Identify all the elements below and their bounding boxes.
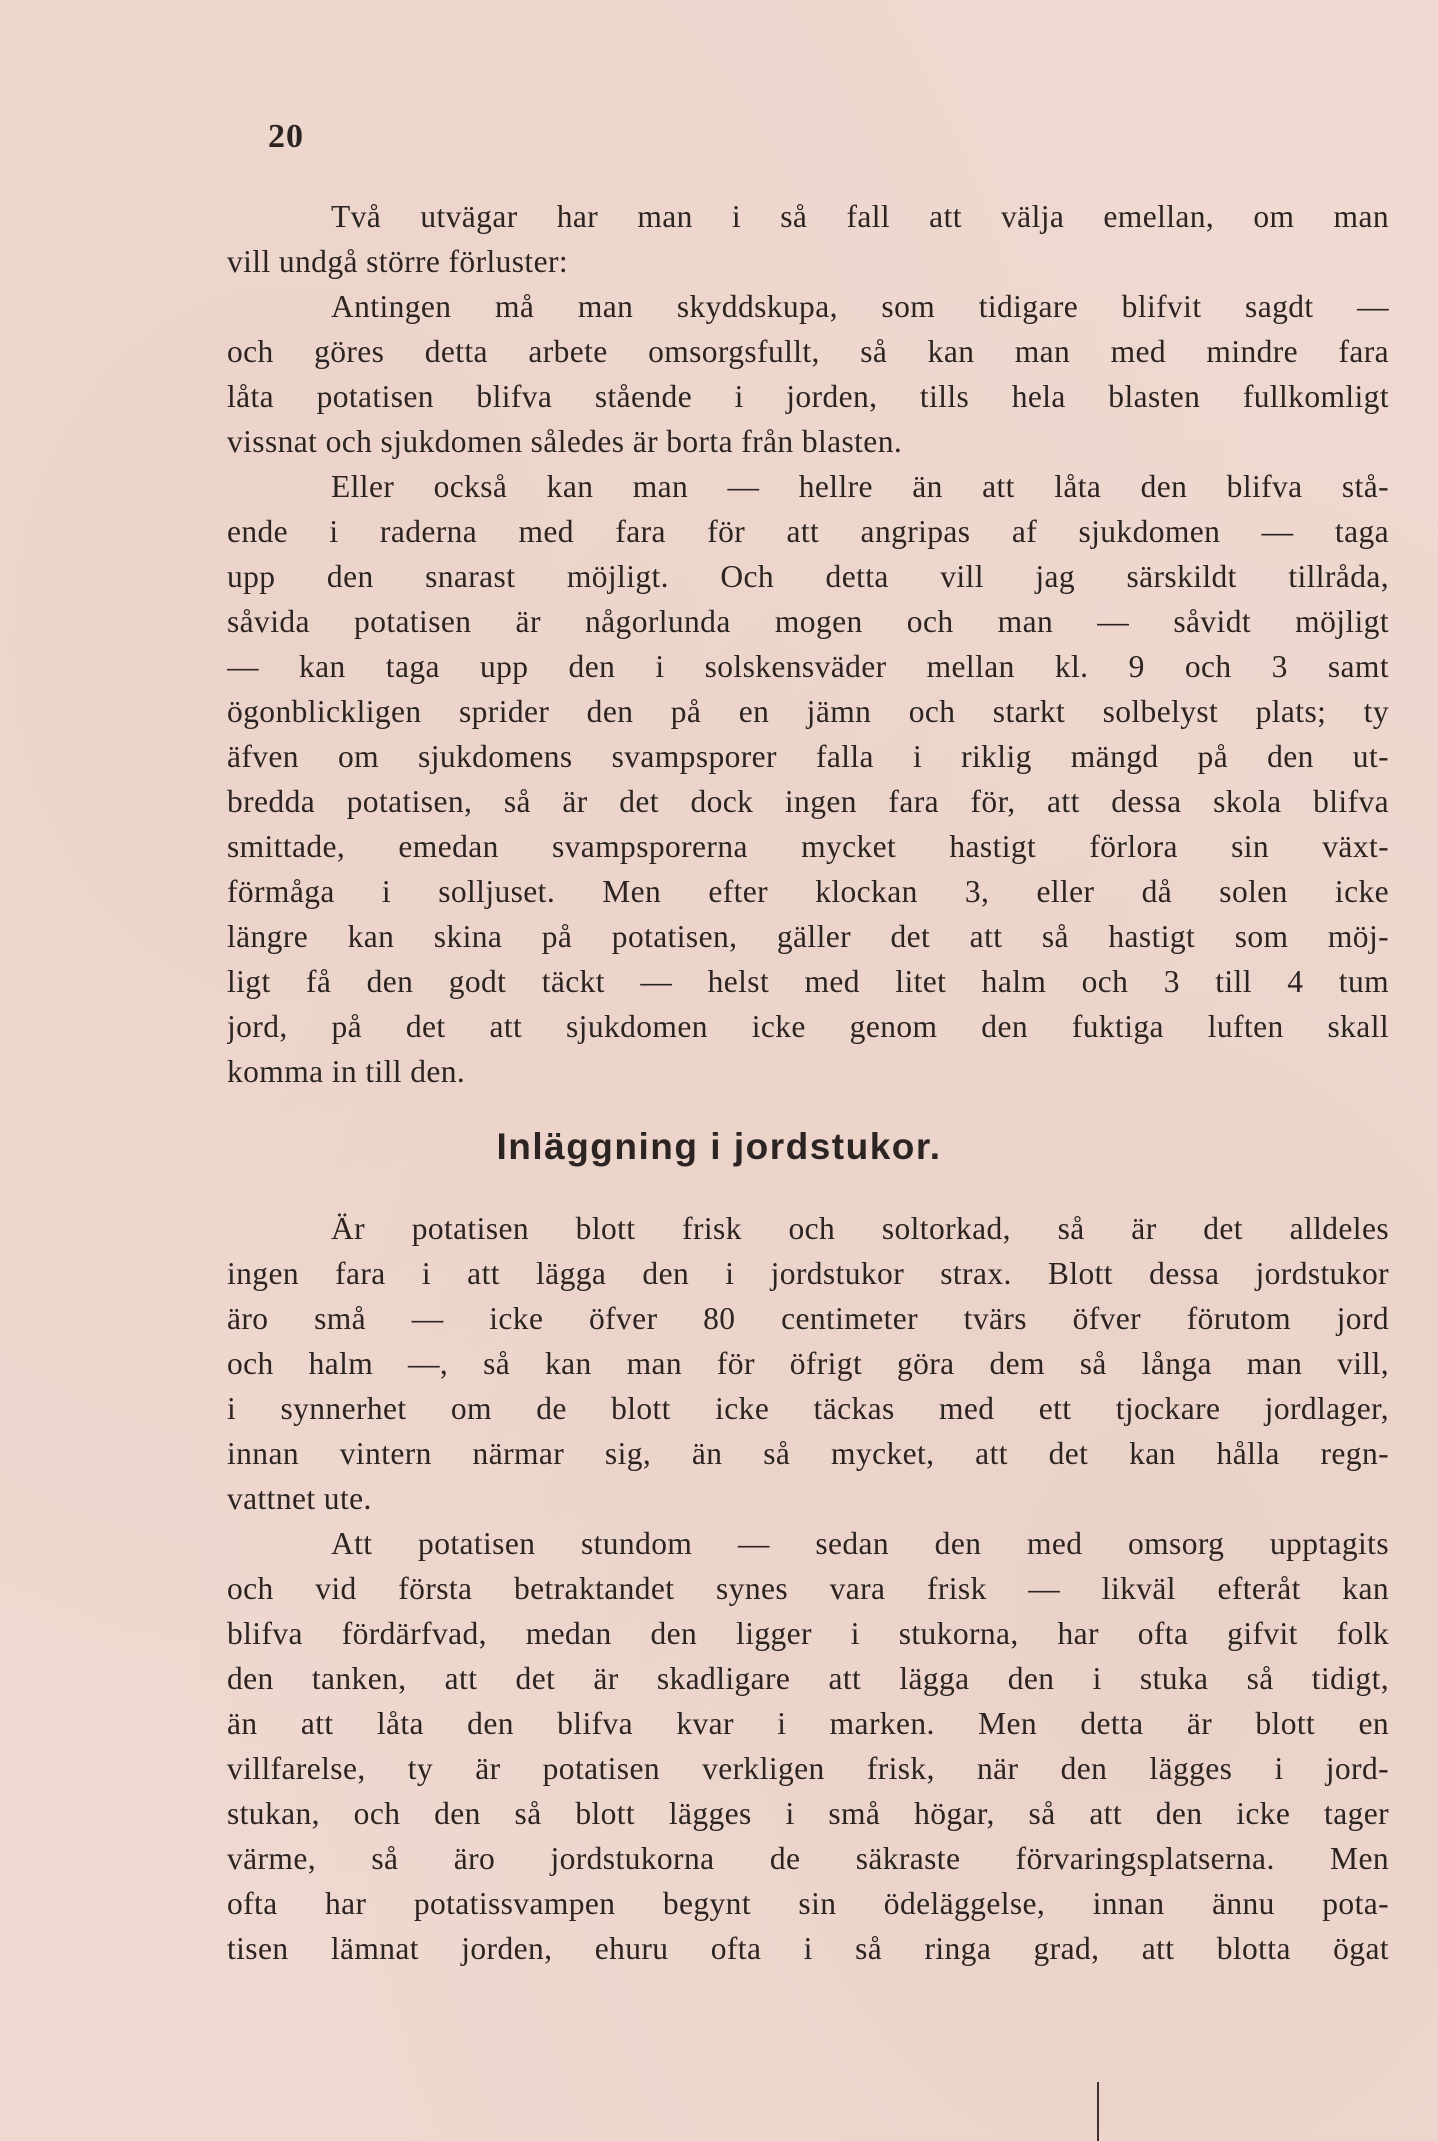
body-text-section-two (227, 1206, 1389, 1971)
text-line: ögonblickligen sprider den på en jämn och starkt solbelyst plats; ty (227, 694, 1389, 729)
text-line: ofta har potatissvampen begynt sin ödeläggelse, innan ännu pota- (227, 1886, 1389, 1921)
section-heading: Inläggning i jordstukor. (496, 1126, 942, 1167)
text-line: tisen lämnat jorden, ehuru ofta i så ringa grad, att blotta ögat (227, 1931, 1389, 1966)
text-line: Eller också kan man — hellre än att låta den blifva stå- (331, 469, 1389, 504)
text-line: blifva fördärfvad, medan den ligger i stukorna, har ofta gifvit folk (227, 1616, 1389, 1651)
text-line: komma in till den. (227, 1054, 466, 1089)
text-line: upp den snarast möjligt. Och detta vill jag särskildt tillråda, (227, 559, 1389, 594)
text-line: värme, så äro jordstukorna de säkraste förvaringsplatserna. Men (227, 1841, 1389, 1876)
body-text-section-one (227, 194, 1389, 1094)
text-line: och halm —, så kan man för öfrigt göra dem så långa man vill, (227, 1346, 1389, 1381)
margin-line (1097, 2082, 1099, 2141)
text-line: stukan, och den så blott lägges i små högar, så att den icke tager (227, 1796, 1389, 1831)
text-line: innan vintern närmar sig, än så mycket, att det kan hålla regn- (227, 1436, 1389, 1471)
text-line: smittade, emedan svampsporerna mycket hastigt förlora sin växt- (227, 829, 1389, 864)
text-line: Två utvägar har man i så fall att välja emellan, om man (331, 199, 1389, 234)
text-line: och vid första betraktandet synes vara frisk — likväl efteråt kan (227, 1571, 1389, 1606)
text-line: den tanken, att det är skadligare att lägga den i stuka så tidigt, (227, 1661, 1389, 1696)
page-number: 20 (268, 118, 304, 155)
text-line: vill undgå större förluster: (227, 244, 568, 279)
text-line: — kan taga upp den i solskensväder mellan kl. 9 och 3 samt (227, 649, 1389, 684)
text-line: Att potatisen stundom — sedan den med omsorg upptagits (331, 1526, 1389, 1561)
text-line: i synnerhet om de blott icke täckas med ett tjockare jordlager, (227, 1391, 1389, 1426)
text-line: Antingen må man skyddskupa, som tidigare blifvit sagdt — (331, 289, 1389, 324)
text-line: ende i raderna med fara för att angripas af sjukdomen — taga (227, 514, 1389, 549)
text-line: ingen fara i att lägga den i jordstukor strax. Blott dessa jordstukor (227, 1256, 1389, 1291)
text-line: förmåga i solljuset. Men efter klockan 3, eller då solen icke (227, 874, 1389, 909)
text-line: Är potatisen blott frisk och soltorkad, så är det alldeles (331, 1211, 1389, 1246)
text-line: äfven om sjukdomens svampsporer falla i riklig mängd på den ut- (227, 739, 1389, 774)
text-line: bredda potatisen, så är det dock ingen fara för, att dessa skola blifva (227, 784, 1389, 819)
text-line: och göres detta arbete omsorgsfullt, så kan man med mindre fara (227, 334, 1389, 369)
text-line: längre kan skina på potatisen, gäller det att så hastigt som möj- (227, 919, 1389, 954)
text-line: låta potatisen blifva stående i jorden, tills hela blasten fullkomligt (227, 379, 1389, 414)
text-line: såvida potatisen är någorlunda mogen och man — såvidt möjligt (227, 604, 1389, 639)
text-line: vissnat och sjukdomen således är borta från blasten. (227, 424, 903, 459)
text-line: jord, på det att sjukdomen icke genom den fuktiga luften skall (227, 1009, 1389, 1044)
text-line: äro små — icke öfver 80 centimeter tvärs öfver förutom jord (227, 1301, 1389, 1336)
text-line: vattnet ute. (227, 1481, 372, 1516)
text-line: villfarelse, ty är potatisen verkligen frisk, när den lägges i jord- (227, 1751, 1389, 1786)
text-line: än att låta den blifva kvar i marken. Men detta är blott en (227, 1706, 1389, 1741)
text-line: ligt få den godt täckt — helst med litet halm och 3 till 4 tum (227, 964, 1389, 999)
